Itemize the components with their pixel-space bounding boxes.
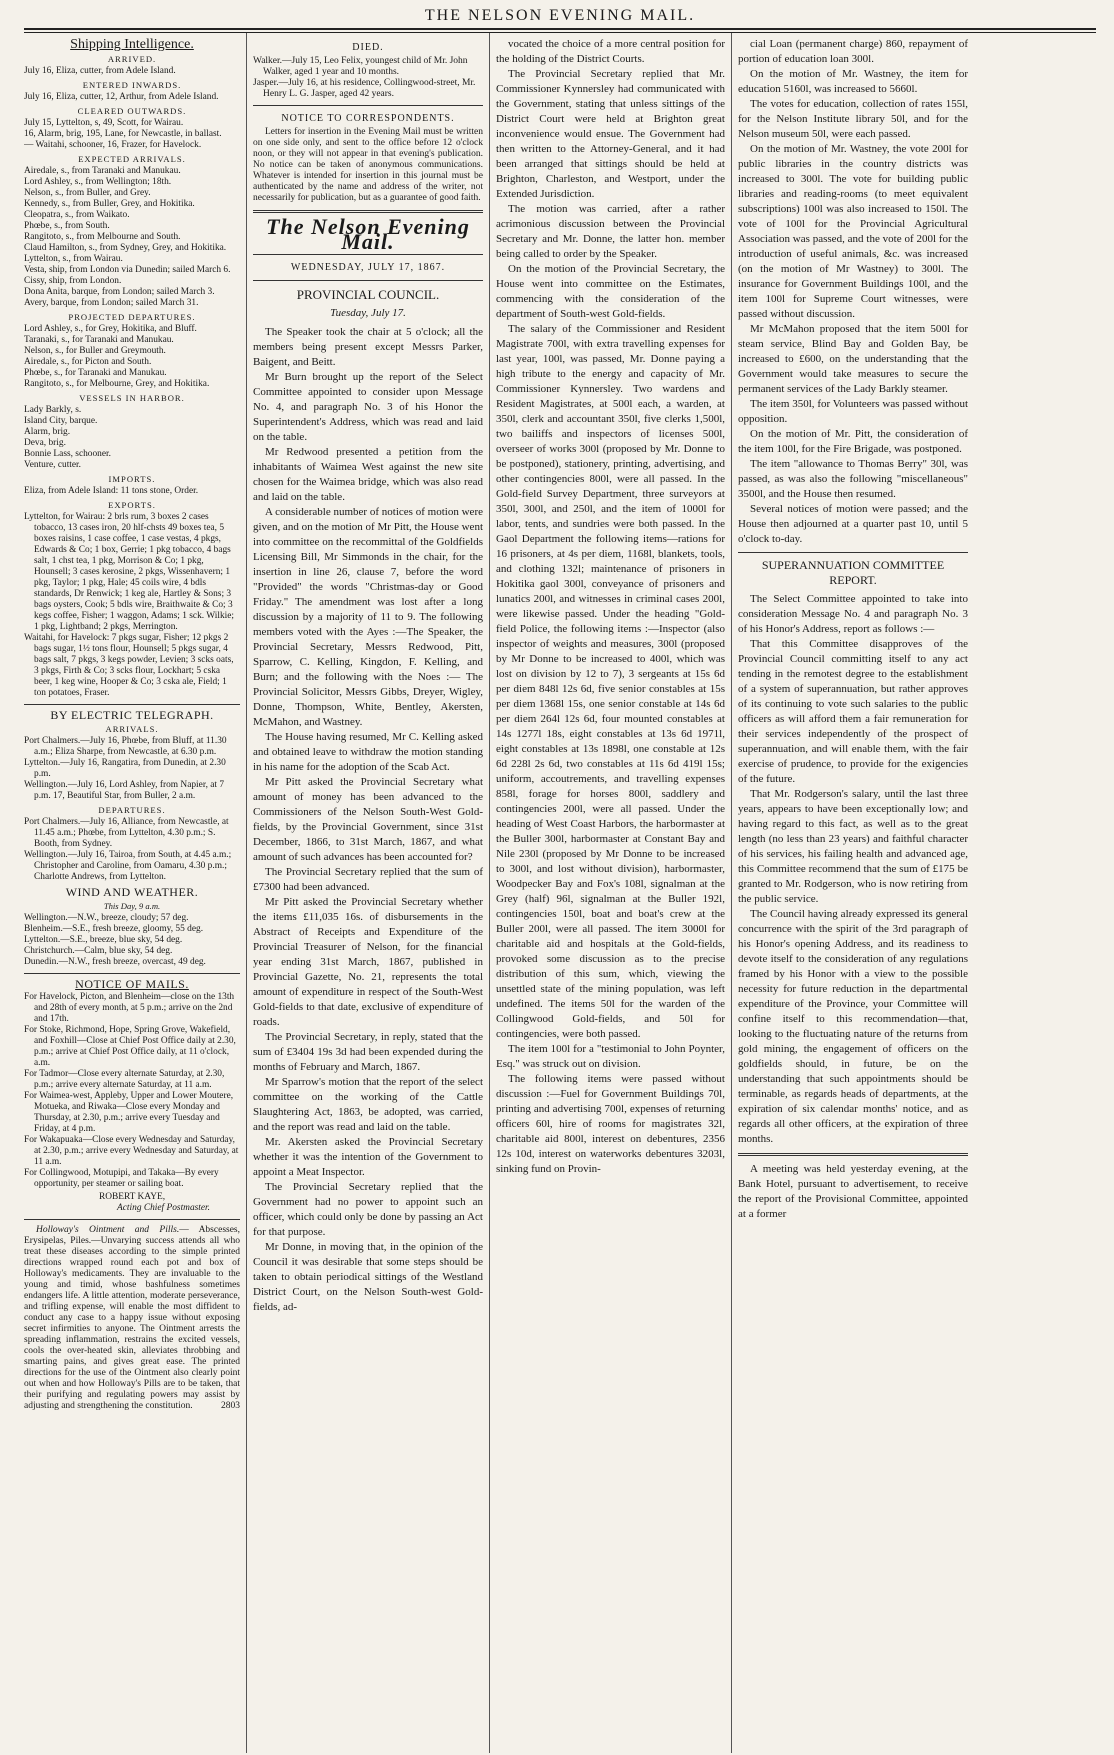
shipping-section-title: ARRIVED.: [107, 54, 157, 64]
shipping-line: Taranaki, s., for Taranaki and Manukau.: [24, 335, 174, 345]
holloway-advertisement: [24, 1225, 240, 1412]
telegraph-heading: BY ELECTRIC TELEGRAPH.: [50, 708, 214, 722]
shipping-line: Lyttelton, for Wairau: 2 brls rum, 3 boxes 2 cases tobacco, 13 cases iron, 20 hlf-chsts 49 boxes tea, 5 boxes raisins, 1 case coffee, 1 case vestas, 4 pkgs, Edwards & Co; 1 box, Gerrie; 1 pkg tobacco, 4 bags salt, 1 chst tea, 1 pkg, Morrison & Co; 1 pkg, Hounsell; 3 cases kerosine, 2 pkgs, Wissenhavern; 1 pkg, Taylor; 1 pkg, Hale; 45 coils wire, 4 bdls standards, Dr Renwick; 1 keg ale, Hartley & Sons; 3 bags oysters, Cook; 5 bdls wire, Braithwaite & Co; 3 kegs coffee, Fisher; 1 waggon, Adams; 1 sck. Wilkie; 1 pkg, Lightband; 2 pkgs, Merrington.: [24, 512, 235, 632]
column-estimates: [489, 33, 731, 1753]
votes-paragraph: The item 350l, for Volunteers was passed without opposition.: [738, 398, 968, 425]
votes-paragraph: On the motion of Mr. Pitt, the consideration of the item 100l, for the Fire Brigade, was postponed.: [738, 428, 968, 455]
divider: [253, 280, 483, 281]
shipping-line: Alarm, brig.: [24, 427, 71, 437]
council-paragraph: Mr Donne, in moving that, in the opinion of the Council it was desirable that some steps should be taken to obtain periodical sittings of the Westland District Court, on the Nelson South-west Gold-fields, ad-: [253, 1241, 483, 1313]
superannuation-paragraphs: [738, 592, 968, 1147]
mail-line: For Collingwood, Motupipi, and Takaka—By every opportunity, per steamer or sailing boat.: [24, 1168, 219, 1189]
shipping-section-title: ENTERED INWARDS.: [82, 80, 182, 90]
telegraph-arrival: Lyttelton.—July 16, Rangatira, from Dunedin, at 2.30 p.m.: [24, 758, 226, 779]
telegraph-departures-title: DEPARTURES.: [98, 805, 166, 815]
shipping-line: Claud Hamilton, s., from Sydney, Grey, and Hokitika.: [24, 243, 227, 253]
telegraph-departure: Port Chalmers.—July 16, Alliance, from Newcastle, at 11.45 a.m.; Phœbe, from Lyttelton, 4.30 p.m.; S. Booth, from Sydney.: [24, 817, 229, 849]
council-paragraph: Mr. Akersten asked the Provincial Secretary whether it was the intention of the Government to appoint a Meat Inspector.: [253, 1136, 483, 1178]
column-superannuation: [731, 33, 974, 1753]
meeting-paragraph: A meeting was held yesterday evening, at the Bank Hotel, pursuant to advertisement, to receive the report of the Provisional Committee, appointed at a former: [738, 1163, 968, 1220]
column-council: [246, 33, 489, 1753]
council-paragraph: Mr Redwood presented a petition from the inhabitants of Waimea West against the new site chosen for the Waimea bridge, which was also read and laid on the table.: [253, 446, 483, 503]
telegraph-arrivals-title: ARRIVALS.: [105, 724, 159, 734]
divider: [253, 254, 483, 255]
shipping-line: Venture, cutter.: [24, 460, 82, 470]
votes-paragraphs: [738, 37, 968, 547]
telegraph-departures: [24, 817, 240, 883]
weather-heading: WIND AND WEATHER.: [65, 885, 199, 899]
weather-line: Lyttelton.—S.E., breeze, blue sky, 54 deg.: [24, 935, 183, 945]
divider: [253, 210, 483, 213]
votes-paragraph: The item "allowance to Thomas Berry" 30l, was passed, as was also the following "miscellaneous" 3500l, and the House then resumed.: [738, 458, 968, 500]
died-notice: Walker.—July 15, Leo Felix, youngest child of Mr. John Walker, aged 1 year and 10 months.: [253, 56, 468, 77]
weather-lines: [24, 913, 240, 968]
estimates-paragraphs: [496, 37, 725, 1177]
council-paragraph: The Provincial Secretary, in reply, stated that the sum of £3404 19s 3d had been expended during the months of February and March, 1867.: [253, 1031, 483, 1073]
shipping-line: Nelson, s., from Buller, and Grey.: [24, 188, 151, 198]
weather-line: Christchurch.—Calm, blue sky, 54 deg.: [24, 946, 173, 956]
shipping-section-title: IMPORTS.: [108, 474, 156, 484]
shipping-line: July 15, Lyttelton, s, 49, Scott, for Wairau.: [24, 118, 184, 128]
died-notice: Jasper.—July 16, at his residence, Collingwood-street, Mr. Henry L. G. Jasper, aged 42 years.: [253, 78, 476, 99]
mail-line: For Stoke, Richmond, Hope, Spring Grove, Wakefield, and Foxhill—Close at Chief Post Office daily at 2.30, p.m.; arrive at Chief Post Office daily, at 11 o'clock, a.m.: [24, 1025, 236, 1068]
shipping-line: Cissy, ship, from London.: [24, 276, 122, 286]
shipping-line: Island City, barque.: [24, 416, 98, 426]
shipping-line: Phœbe, s., from South.: [24, 221, 110, 231]
superannuation-heading: SUPERANNUATION COMMITTEE REPORT.: [761, 558, 945, 587]
superannuation-paragraph: The Council having already expressed its general concurrence with the spirit of the 3rd paragraph of his Honor's opening Address, and its readiness to devote itself to the consideration of any regulations framed by his Honor with a view to the possible necessity for future reduction in the departmental expenditure of the Province, your Committee will confine itself to this recommendation—that, looking to the fluctuating nature of the returns from gold mining, the engagement of officers on the goldfields should, in future, be on the understanding that such appointments should be terminable, as regards heads of departments, at the expiration of six calendar months' notice, and as regards all other officers, at the expiration of three months.: [738, 908, 968, 1145]
holloway-text: — Abscesses, Erysipelas, Piles.—Unvarying success attends all who treat these diseases according to the simple printed directions wrapped round each pot and box of Holloway's medicaments. They are invaluable to the young and timid, whose bashfulness sometimes endangers life. A little attention, moderate perseverance, and trifling expense, will enable the most diffident to conduct any case to a happy issue without exposing secret infirmities to anyone. The Ointment arrests the spreading inflammation, restrains the excited vessels, cools the over-heated skin, alleviates throbbing and smarting pains, and gives great ease. The printed directions for the use of the Ointment also clearly point out when and how Holloway's Pills are to be taken, that their purifying and regulating powers may assist by adjusting and strengthening the constitution.: [24, 1225, 240, 1411]
weather-subheading: This Day, 9 a.m.: [103, 901, 161, 911]
shipping-section-title: VESSELS IN HARBOR.: [79, 393, 185, 403]
mail-line: For Tadmor—Close every alternate Saturday, at 2.30, p.m.; arrive every alternate Saturday, at 11 a.m.: [24, 1069, 225, 1090]
estimates-paragraph: On the motion of the Provincial Secretary, the House went into committee on the Estimates, commencing with the consideration of the department of South-west Gold-fields.: [496, 263, 725, 320]
died-heading: DIED.: [352, 42, 384, 53]
shipping-line: Eliza, from Adele Island: 11 tons stone, Order.: [24, 486, 199, 496]
council-paragraph: Mr Pitt asked the Provincial Secretary what amount of money has been advanced to the Commissioners of the Nelson South-West Gold-fields, by the Provincial Government, since 31st December, 1866, to 31st March, 1867, and what amount of such advances has been accounted for?: [253, 776, 483, 863]
masthead: THE NELSON EVENING MAIL.: [424, 7, 696, 24]
mail-line: For Wakapuaka—Close every Wednesday and Saturday, at 2.30, p.m.; arrive every Wednesday and Saturday, at 11 a.m.: [24, 1135, 239, 1167]
shipping-line: Vesta, ship, from London via Dunedin; sailed March 6.: [24, 265, 231, 275]
died-notices: [253, 56, 483, 100]
weather-line: Wellington.—N.W., breeze, cloudy; 57 deg.: [24, 913, 189, 923]
shipping-line: 16, Alarm, brig, 195, Lane, for Newcastle, in ballast.: [24, 129, 222, 139]
estimates-paragraph: The following items were passed without discussion :—Fuel for Government Buildings 70l, printing and advertising 700l, expenses of returning officers 60l, hire of rooms for magistrates 32l, charitable aid 800l, interest on debentures, 2356 12s 10d, interest on waterworks debentures 3203l, sinking fund on Provin-: [496, 1073, 725, 1175]
issue-date: WEDNESDAY, JULY 17, 1867.: [290, 262, 446, 273]
estimates-paragraph: The item 100l for a "testimonial to John Poynter, Esq." was struck out on division.: [496, 1043, 725, 1070]
shipping-line: Lyttelton, s., from Wairau.: [24, 254, 123, 264]
mails-heading: NOTICE OF MAILS.: [75, 977, 189, 991]
council-paragraph: The Provincial Secretary replied that the sum of £7300 had been advanced.: [253, 866, 483, 893]
telegraph-arrival: Wellington.—July 16, Lord Ashley, from Napier, at 7 p.m. 17, Beautiful Star, from Buller, 2 a.m.: [24, 780, 225, 801]
shipping-heading: Shipping Intelligence.: [70, 37, 194, 52]
council-paragraph: Mr Pitt asked the Provincial Secretary whether the items £11,035 16s. of disbursements in the Abstract of Receipts and Expenditure of the Provincial Treasurer of Nelson, for the financial year ending 31st March, 1867, published in Provincial Gazette, No. 21, represents the total amount of expenditure in respect of the South-West Gold-fields to that date, exclusive of expenditure of roads.: [253, 896, 483, 1028]
telegraph-departure: Wellington.—July 16, Tairoa, from South, at 4.45 a.m.; Christopher and Caroline, from Oamaru, 4.30 p.m.; Charlotte Andrews, from Lyttelton.: [24, 850, 232, 882]
shipping-line: Bonnie Lass, schooner.: [24, 449, 111, 459]
shipping-section-title: EXPORTS.: [108, 500, 156, 510]
council-paragraph: The Provincial Secretary replied that the Government had no power to appoint such an officer, which could only be done by passing an Act for that purpose.: [253, 1181, 483, 1238]
weather-line: Dunedin.—N.W., fresh breeze, overcast, 49 deg.: [24, 957, 206, 967]
council-paragraph: The House having resumed, Mr C. Kelling asked and obtained leave to withdraw the motion standing in his name for the adoption of the Scab Act.: [253, 731, 483, 773]
council-heading: PROVINCIAL COUNCIL.: [296, 287, 440, 302]
shipping-section-title: EXPECTED ARRIVALS.: [78, 154, 186, 164]
council-paragraph: The Speaker took the chair at 5 o'clock; all the members being present except Messrs Parker, Baigent, and Beitt.: [253, 326, 483, 368]
shipping-section-title: PROJECTED DEPARTURES.: [68, 312, 196, 322]
shipping-line: Cleopatra, s., from Waikato.: [24, 210, 130, 220]
divider: [24, 1219, 240, 1220]
paper-title: The Nelson Evening Mail.: [266, 214, 470, 254]
votes-paragraph: cial Loan (permanent charge) 860, repayment of portion of education loan 300l.: [738, 38, 968, 65]
votes-paragraph: Several notices of motion were passed; and the House then adjourned at a quarter past 10, until 5 o'clock to-day.: [738, 503, 968, 545]
council-paragraph: Mr Sparrow's motion that the report of the select committee on the working of the Cattle Slaughtering Act, 1863, be adopted, was carried, and the report was read and laid on the table.: [253, 1076, 483, 1133]
shipping-section-title: CLEARED OUTWARDS.: [77, 106, 187, 116]
divider: [738, 1153, 968, 1156]
votes-paragraph: On the motion of Mr. Wastney, the item for education 5160l, was increased to 5660l.: [738, 68, 968, 95]
mails-signature: ROBERT KAYE,: [98, 1192, 166, 1202]
shipping-line: July 16, Eliza, cutter, from Adele Island.: [24, 66, 176, 76]
council-paragraph: A considerable number of notices of motion were given, and on the motion of Mr Pitt, the House went into committee on the recommittal of the Goldfields Licensing Bill, Mr Simmonds in the chair, for the insertion in line 26, clause 7, before the word "Provided" the words "Christmas-day or Good Friday." The amendment was lost after a long discussion by a majority of 11 to 9. The following members voted with the Ayes :—The Speaker, the Provincial Secretary, Messrs Redwood, Pitt, Sparrow, C. Kelling, Kingdon, F. Kelling, and Burn; and the following with the Noes :— The Provincial Solicitor, Messrs Gibbs, Dreyer, Wigley, Donne, Thompson, White, Bentley, Akersten, McMahon, and Wastney.: [253, 506, 483, 728]
estimates-paragraph: vocated the choice of a more central position for the holding of the District Courts.: [496, 38, 725, 65]
divider: [24, 704, 240, 705]
council-date: Tuesday, July 17.: [330, 307, 406, 319]
superannuation-paragraph: That Mr. Rodgerson's salary, until the last three years, appears to have been exceptionally low; and having regard to this fact, as well as to the great length (no less than 23 years) and faithful character of his services, his failing health and advanced age, this Committee recommend that the sum of £175 be granted to Mr. Rodgerson, who is now retiring from the public service.: [738, 788, 968, 905]
notice-heading: NOTICE TO CORRESPONDENTS.: [281, 113, 455, 124]
shipping-line: Lord Ashley, s., from Wellington; 18th.: [24, 177, 172, 187]
council-paragraph: Mr Burn brought up the report of the Select Committee appointed to consider upon Message No. 4, and paragraph No. 3 of his Honor the Superintendent's Address, which was read and laid on the table.: [253, 371, 483, 443]
shipping-line: Lord Ashley, s., for Grey, Hokitika, and Bluff.: [24, 324, 197, 334]
superannuation-paragraph: That this Committee disapproves of the Provincial Council committing itself to any act tending in the remotest degree to the establishment of a system of superannuation, but rather approves of its continuing to vote such salaries to the public officers as will afford them a fair remuneration for their services independently of the prospect of superannuation, and will enable them, with the fair exercise of prudence, to provide for the exigencies of the future.: [738, 638, 968, 785]
mail-line: For Havelock, Picton, and Blenheim—close on the 13th and 28th of every month, at 5 p.m.; arrive on the 2nd and 17th.: [24, 992, 235, 1024]
divider: [738, 552, 968, 553]
shipping-line: Phœbe, s., for Taranaki and Manukau.: [24, 368, 167, 378]
divider: [24, 973, 240, 974]
votes-paragraph: Mr McMahon proposed that the item 500l for steam service, Blind Bay and Golden Bay, be increased to £600, on the understanding that the Government would take measures to secure the permanent services of the Lady Barkly steamer.: [738, 323, 968, 395]
divider: [253, 105, 483, 106]
shipping-line: Waitahi, for Havelock: 7 pkgs sugar, Fisher; 12 pkgs 2 bags sugar, 1½ tons flour, Hounsell; 5 pkgs sugar, 4 bags salt, 7 pkgs, 3 kegs powder, Levien; 3 scks oats, 3 pkgs, Firth & Co; 3 scks flour, Lockhart; 5 cska beer, 1 keg wine, Hooper & Co; 3 cska ale, Field; 1 ton potatoes, Fraser.: [24, 633, 234, 698]
superannuation-paragraph: The Select Committee appointed to take into consideration Message No. 4 and paragraph No. 3 of his Honor's Address, report as follows :—: [738, 593, 968, 635]
notice-text: Letters for insertion in the Evening Mail must be written on one side only, and sent to the office before 12 o'clock noon, or they will not appear in that evening's publication. No notice can be taken of anonymous communications. Whatever is intended for insertion in this journal must be authenticated by the name and address of the writer, not necessarily for publication, but as a guarantee of good faith.: [253, 127, 483, 203]
weather-line: Blenheim.—S.E., fresh breeze, gloomy, 55 deg.: [24, 924, 204, 934]
shipping-line: Airedale, s., for Picton and South.: [24, 357, 152, 367]
holloway-number: 2803: [221, 1401, 240, 1411]
telegraph-arrivals: [24, 736, 240, 802]
shipping-line: Rangitoto, s., for Melbourne, Grey, and Hokitika.: [24, 379, 210, 389]
shipping-sections: [24, 54, 240, 699]
shipping-line: Rangitoto, s., from Melbourne and South.: [24, 232, 181, 242]
shipping-line: Airedale, s., from Taranaki and Manukau.: [24, 166, 181, 176]
estimates-paragraph: The motion was carried, after a rather acrimonious discussion between the Provincial Secretary and Mr. Donne, the latter hon. member being called to order by the Speaker.: [496, 203, 725, 260]
holloway-lead: Holloway's Ointment and Pills.: [36, 1225, 180, 1235]
shipping-line: Deva, brig.: [24, 438, 66, 448]
telegraph-arrival: Port Chalmers.—July 16, Phœbe, from Bluff, at 11.30 a.m.; Eliza Sharpe, from Newcastle, at 6.30 p.m.: [24, 736, 227, 757]
estimates-paragraph: The Provincial Secretary replied that Mr. Commissioner Kynnersley had communicated with the Government, stating that unless sittings of the District Court were held at Brighton great inconvenience would ensue. The Government had then written to the Attorney-General, and it had been arranged that sittings should be held at Brighton, Charleston, and Westport, under the Extended Jurisdiction.: [496, 68, 725, 200]
mail-line: For Waimea-west, Appleby, Upper and Lower Moutere, Motueka, and Riwaka—Close every Monday and Thursday, at 2.30, p.m.; arrive every Tuesday and Friday, at 4 p.m.: [24, 1091, 234, 1134]
shipping-line: Dona Anita, barque, from London; sailed March 3.: [24, 287, 215, 297]
votes-paragraph: The votes for education, collection of rates 155l, for the Nelson Institute library 50l, and for the Nelson museum 50l, were each passed.: [738, 98, 968, 140]
shipping-line: Avery, barque, from London; sailed March 31.: [24, 298, 199, 308]
shipping-line: Kennedy, s., from Buller, Grey, and Hokitika.: [24, 199, 195, 209]
council-paragraphs: [253, 325, 483, 1315]
mails-signature-title: Acting Chief Postmaster.: [117, 1203, 210, 1213]
shipping-line: — Waitahi, schooner, 16, Frazer, for Havelock.: [24, 140, 202, 150]
shipping-line: July 16, Eliza, cutter, 12, Arthur, from Adele Island.: [24, 92, 219, 102]
columns: [24, 33, 1096, 1753]
column-shipping: [24, 33, 246, 1753]
mails-lines: [24, 992, 240, 1190]
votes-paragraph: On the motion of Mr. Wastney, the vote 200l for public libraries in the country districts was increased to 300l. The vote for building public libraries and reading-rooms (to meet equivalent subscriptions) 100l was also increased to 150l. The vote of 100l for the Provincial Agricultural Association was passed, and the vote of 200l for the introduction of useful animals, &c. was increased (on the motion of Mr Wastney) to 300l. The insurance for Government Buildings 100l, and the item 100l for Supreme Court witnesses, were passed without discussion.: [738, 143, 968, 320]
shipping-line: Nelson, s., for Buller and Greymouth.: [24, 346, 166, 356]
estimates-paragraph: The salary of the Commissioner and Resident Magistrate 700l, with extra travelling expenses for last year, 100l, was passed, Mr. Donne paying a high tribute to the energy and capacity of Mr. Commissioner Kynnersley. Two wardens and Resident Magistrates, at 500l each, a warden, at 350l, clerk and accountant 350l, five clerks 1,500l, two bailiffs and inspectors of licenses 500l, overseer of works 300l (proposed by Mr. Donne to be postponed), stationery, printing, advertising, and other contingencies 800l, were all passed. In the Gold-field Survey Department, three surveyors at 350l, 300l, and 250l, and the item of 1000l for labor, tents, and sundries were both passed. In the Gaol Department the following items—rations for 16 prisoners, at 4s per diem, 1168l, blankets, tools, and clothing 132l; maintenance of prisoners in Hokitika gaol 300l, conveyance of prisoners and lunatics 200l, and witnesses in criminal cases 200l, were likewise passed. Under the heading "Gold-field Police, the following items :—Inspector (also inspector of weights and measures, 300l (proposed by Mr Donne to be increased to 400l, which was lost on division by 12 to 7), 3 sergeants at 15s 6d per diem 848l 12s 6d, five senior constables at 15s per diem 1368l 15s, one senior constable at 14s 6d per diem 264l 12s 6d, four mounted constables at 14s 1277l 18s, eight constables at 13s 6d 1971l, eight constables at 13s 1898l, one constable at 12s 6d 228l 2s 6d, two constables at 11s 6d 419l 15s; uniform, accoutrements, and travelling expenses 858l, forage for horses 800l, saddlery and contingencies 200l, were all passed. Under the heading of West Coast Harbors, the harbormaster at the Buller 300l, harbormaster at Constant Bay and Nile 230l (proposed by Mr Donne to be increased to 300l, and lost without division), harbormaster, Woodpecker Bay and Fox's 108l, signalman at the Grey (half) 96l, signalman at the Buller 192l, contingencies 150l, boat and boat's crew at the Buller 200l, were all passed. The item 3000l for charitable aid and hospitals at the Gold-fields, provoked some discussion as to the precise distribution of this sum, which, viewing the unsettled state of the mining population, was left undefined. The items 50l for the warden of the Collingwood Gold-fields, and 50l for contingencies, were both passed.: [496, 323, 725, 1040]
shipping-line: Lady Barkly, s.: [24, 405, 82, 415]
